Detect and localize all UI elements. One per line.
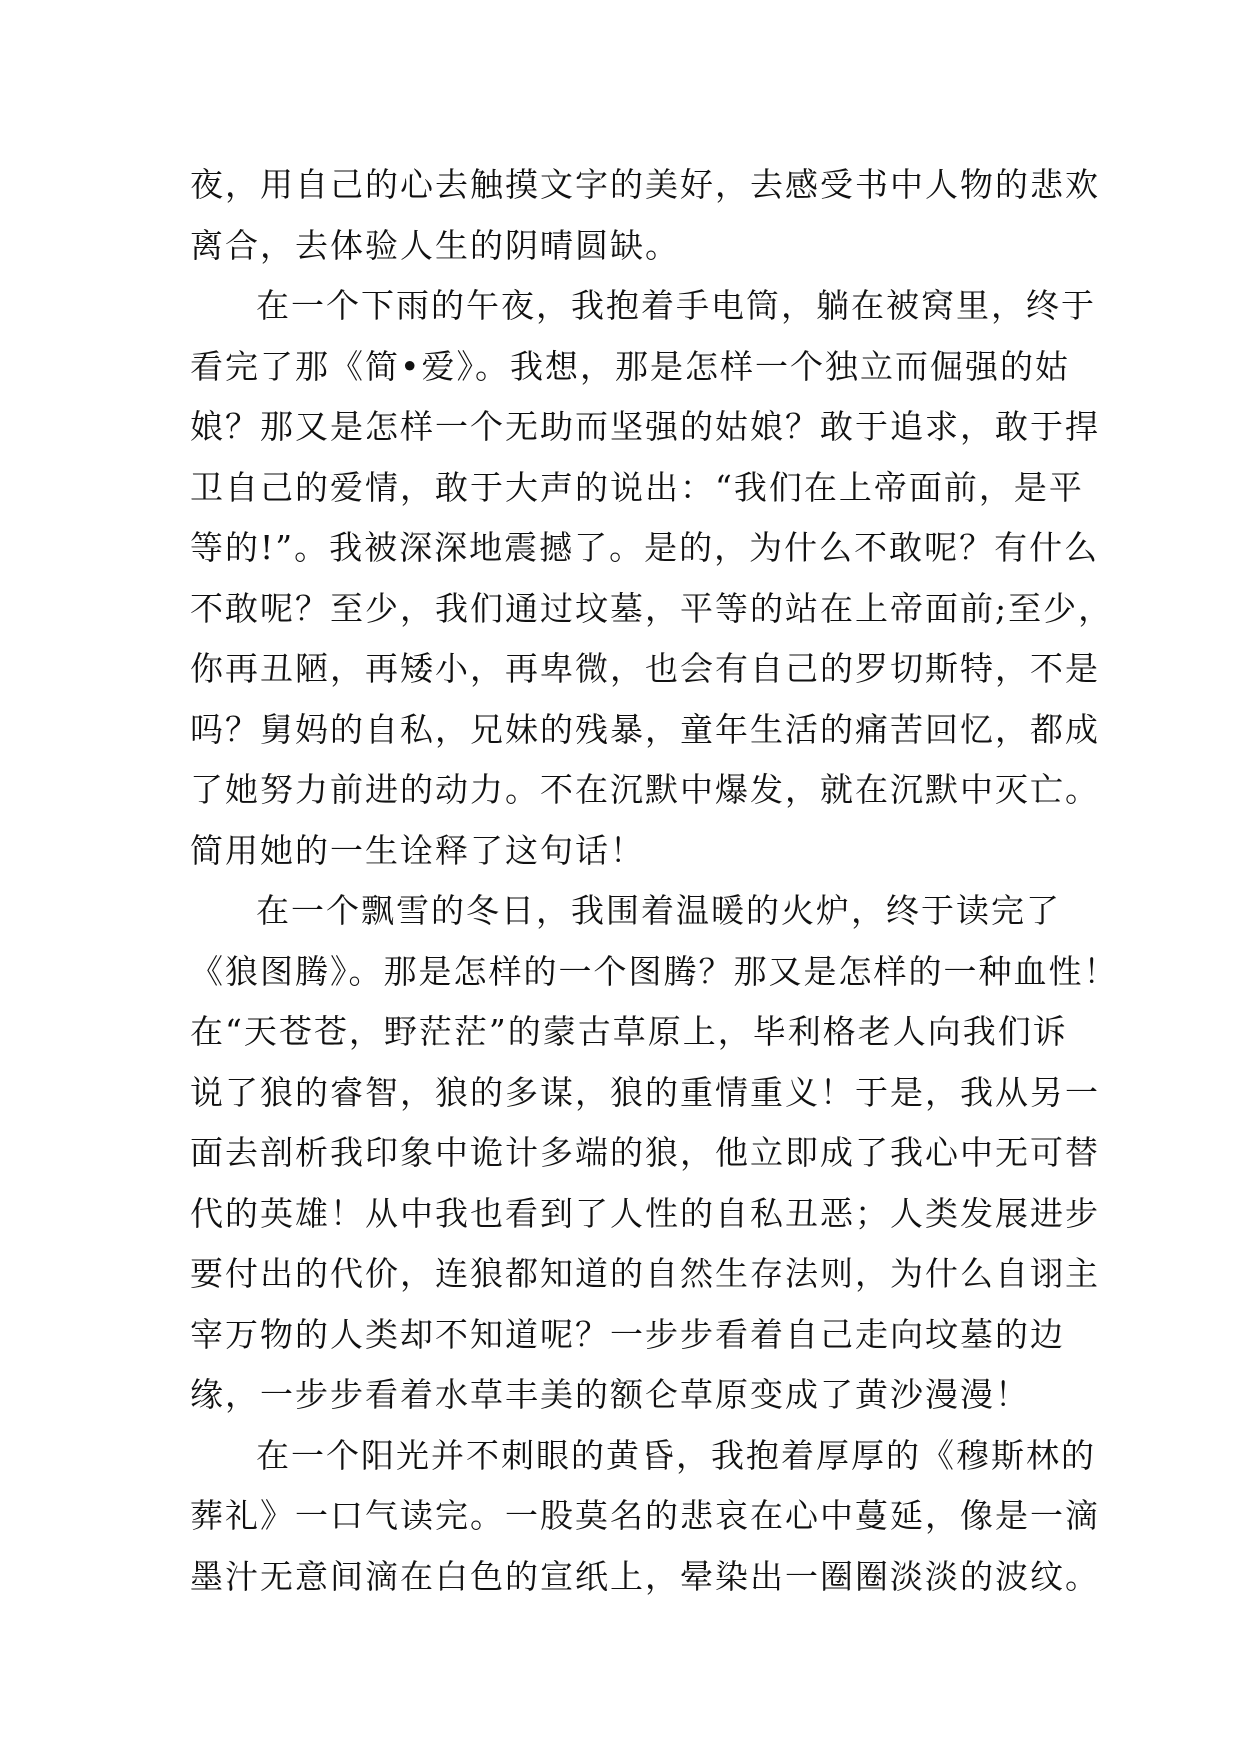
text-line: 看完了那《简•爱》。我想，那是怎样一个独立而倔强的姑 bbox=[190, 346, 1070, 386]
text-line: 等的!”。我被深深地震撼了。是的，为什么不敢呢？有什么 bbox=[190, 528, 1100, 567]
text-line: 葬礼》一口气读完。一股莫名的悲哀在心中蔓延，像是一滴 bbox=[190, 1496, 1100, 1535]
text-line: 《狼图腾》。那是怎样的一个图腾？那又是怎样的一种血性！ bbox=[190, 951, 1119, 991]
text-line: 娘？那又是怎样一个无助而坚强的姑娘？敢于追求，敢于捍 bbox=[190, 407, 1100, 446]
text-line: 你再丑陋，再矮小，再卑微，也会有自己的罗切斯特，不是 bbox=[190, 649, 1100, 688]
text-line: 夜，用自己的心去触摸文字的美好，去感受书中人物的悲欢 bbox=[190, 165, 1100, 204]
text-line: 墨汁无意间滴在白色的宣纸上，晕染出一圈圈淡淡的波纹。 bbox=[190, 1556, 1100, 1596]
text-line: 了她努力前进的动力。不在沉默中爆发，就在沉默中灭亡。 bbox=[190, 770, 1100, 809]
text-line: 不敢呢？至少，我们通过坟墓，平等的站在上帝面前;至少， bbox=[190, 588, 1114, 628]
text-line: 卫自己的爱情，敢于大声的说出：“我们在上帝面前，是平 bbox=[190, 467, 1084, 507]
text-line: 缘，一步步看着水草丰美的额仑草原变成了黄沙漫漫！ bbox=[190, 1375, 1030, 1414]
essay-body bbox=[190, 155, 1119, 1607]
text-line: 要付出的代价，连狼都知道的自然生存法则，为什么自诩主 bbox=[190, 1254, 1100, 1293]
text-line: 简用她的一生诠释了这句话！ bbox=[190, 830, 645, 870]
text-line: 在一个下雨的午夜，我抱着手电筒，躺在被窝里，终于 bbox=[256, 286, 1096, 325]
text-line: 说了狼的睿智，狼的多谋，狼的重情重义！于是，我从另一 bbox=[190, 1072, 1100, 1112]
text-line: 代的英雄！从中我也看到了人性的自私丑恶；人类发展进步 bbox=[190, 1193, 1100, 1233]
text-line: 吗？舅妈的自私，兄妹的残暴，童年生活的痛苦回忆，都成 bbox=[190, 709, 1100, 749]
text-line: 在一个飘雪的冬日，我围着温暖的火炉，终于读完了 bbox=[256, 891, 1061, 930]
text-line: 离合，去体验人生的阴晴圆缺。 bbox=[190, 225, 680, 265]
text-line: 在一个阳光并不刺眼的黄昏，我抱着厚厚的《穆斯林的 bbox=[256, 1435, 1096, 1475]
text-line: 在“天苍苍，野茫茫”的蒙古草原上，毕利格老人向我们诉 bbox=[190, 1012, 1068, 1051]
text-line: 面去剖析我印象中诡计多端的狼，他立即成了我心中无可替 bbox=[190, 1133, 1100, 1172]
text-line: 宰万物的人类却不知道呢？一步步看着自己走向坟墓的边 bbox=[190, 1314, 1065, 1354]
